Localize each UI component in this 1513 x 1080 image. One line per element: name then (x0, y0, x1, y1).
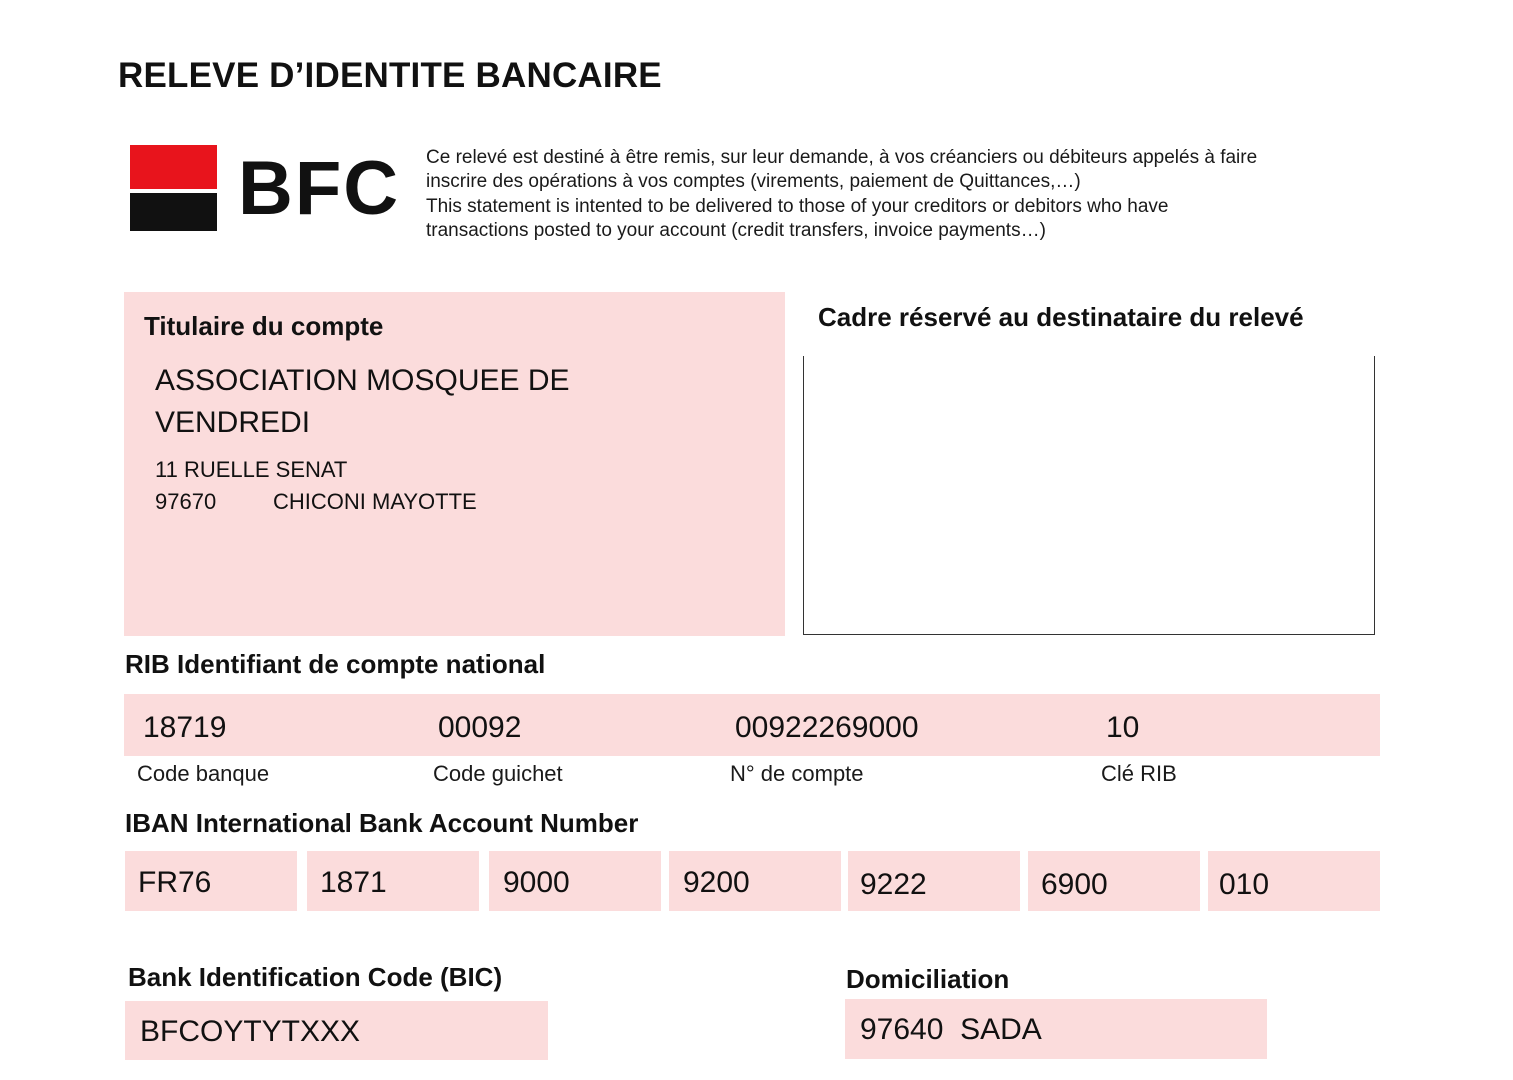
bic-section-label: Bank Identification Code (BIC) (128, 962, 503, 992)
domiciliation-value: 97640 SADA (860, 1013, 1042, 1046)
iban-group-4: 9200 (683, 866, 750, 899)
iban-group-6: 6900 (1041, 868, 1108, 901)
holder-name-line-1: ASSOCIATION MOSQUEE DE (155, 364, 570, 397)
logo-black-block (130, 193, 217, 231)
rib-section-label: RIB Identifiant de compte national (125, 649, 546, 679)
holder-city: CHICONI MAYOTTE (273, 489, 477, 514)
domiciliation-label: Domiciliation (846, 964, 1010, 994)
iban-group-1: FR76 (138, 866, 212, 899)
holder-street: 11 RUELLE SENAT (155, 457, 348, 482)
rib-bank-code: 18719 (143, 711, 227, 744)
account-holder-label: Titulaire du compte (144, 311, 384, 341)
iban-section-label: IBAN International Bank Account Number (125, 808, 639, 838)
rib-bank-code-caption: Code banque (137, 761, 270, 786)
rib-account-number: 00922269000 (735, 711, 919, 744)
recipient-frame-label: Cadre réservé au destinataire du relevé (818, 302, 1304, 332)
intro-notice (426, 146, 1386, 243)
intro-en-line-2: transactions posted to your account (credit transfers, invoice payments…) (426, 219, 1046, 241)
intro-fr-line-2: inscrire des opérations à vos comptes (virements, paiement de Quittances,…) (426, 171, 1081, 193)
intro-en-line-1: This statement is intented to be delivered to those of your creditors or debitors who have (426, 195, 1169, 217)
holder-name-line-2: VENDREDI (155, 406, 311, 439)
account-holder-name (155, 360, 715, 444)
recipient-frame (803, 356, 1375, 635)
document-title: RELEVE D’IDENTITE BANCAIRE (118, 56, 662, 95)
bic-value: BFCOYTYTXXX (140, 1015, 361, 1048)
iban-group-7: 010 (1219, 868, 1270, 901)
iban-group-2: 1871 (320, 866, 387, 899)
logo-red-block (130, 145, 217, 189)
holder-postcode: 97670 (155, 489, 217, 514)
intro-fr-line-1: Ce relevé est destiné à être remis, sur leur demande, à vos créanciers ou débiteurs appelés à faire (426, 147, 1258, 168)
rib-branch-code: 00092 (438, 711, 522, 744)
bank-logo-text: BFC (238, 146, 401, 231)
iban-group-3: 9000 (503, 866, 570, 899)
rib-key: 10 (1106, 711, 1140, 744)
rib-account-number-caption: N° de compte (730, 761, 864, 786)
bank-logo-mark (130, 145, 217, 231)
rib-branch-code-caption: Code guichet (433, 761, 563, 786)
iban-group-5: 9222 (860, 868, 927, 901)
rib-key-caption: Clé RIB (1101, 761, 1177, 786)
